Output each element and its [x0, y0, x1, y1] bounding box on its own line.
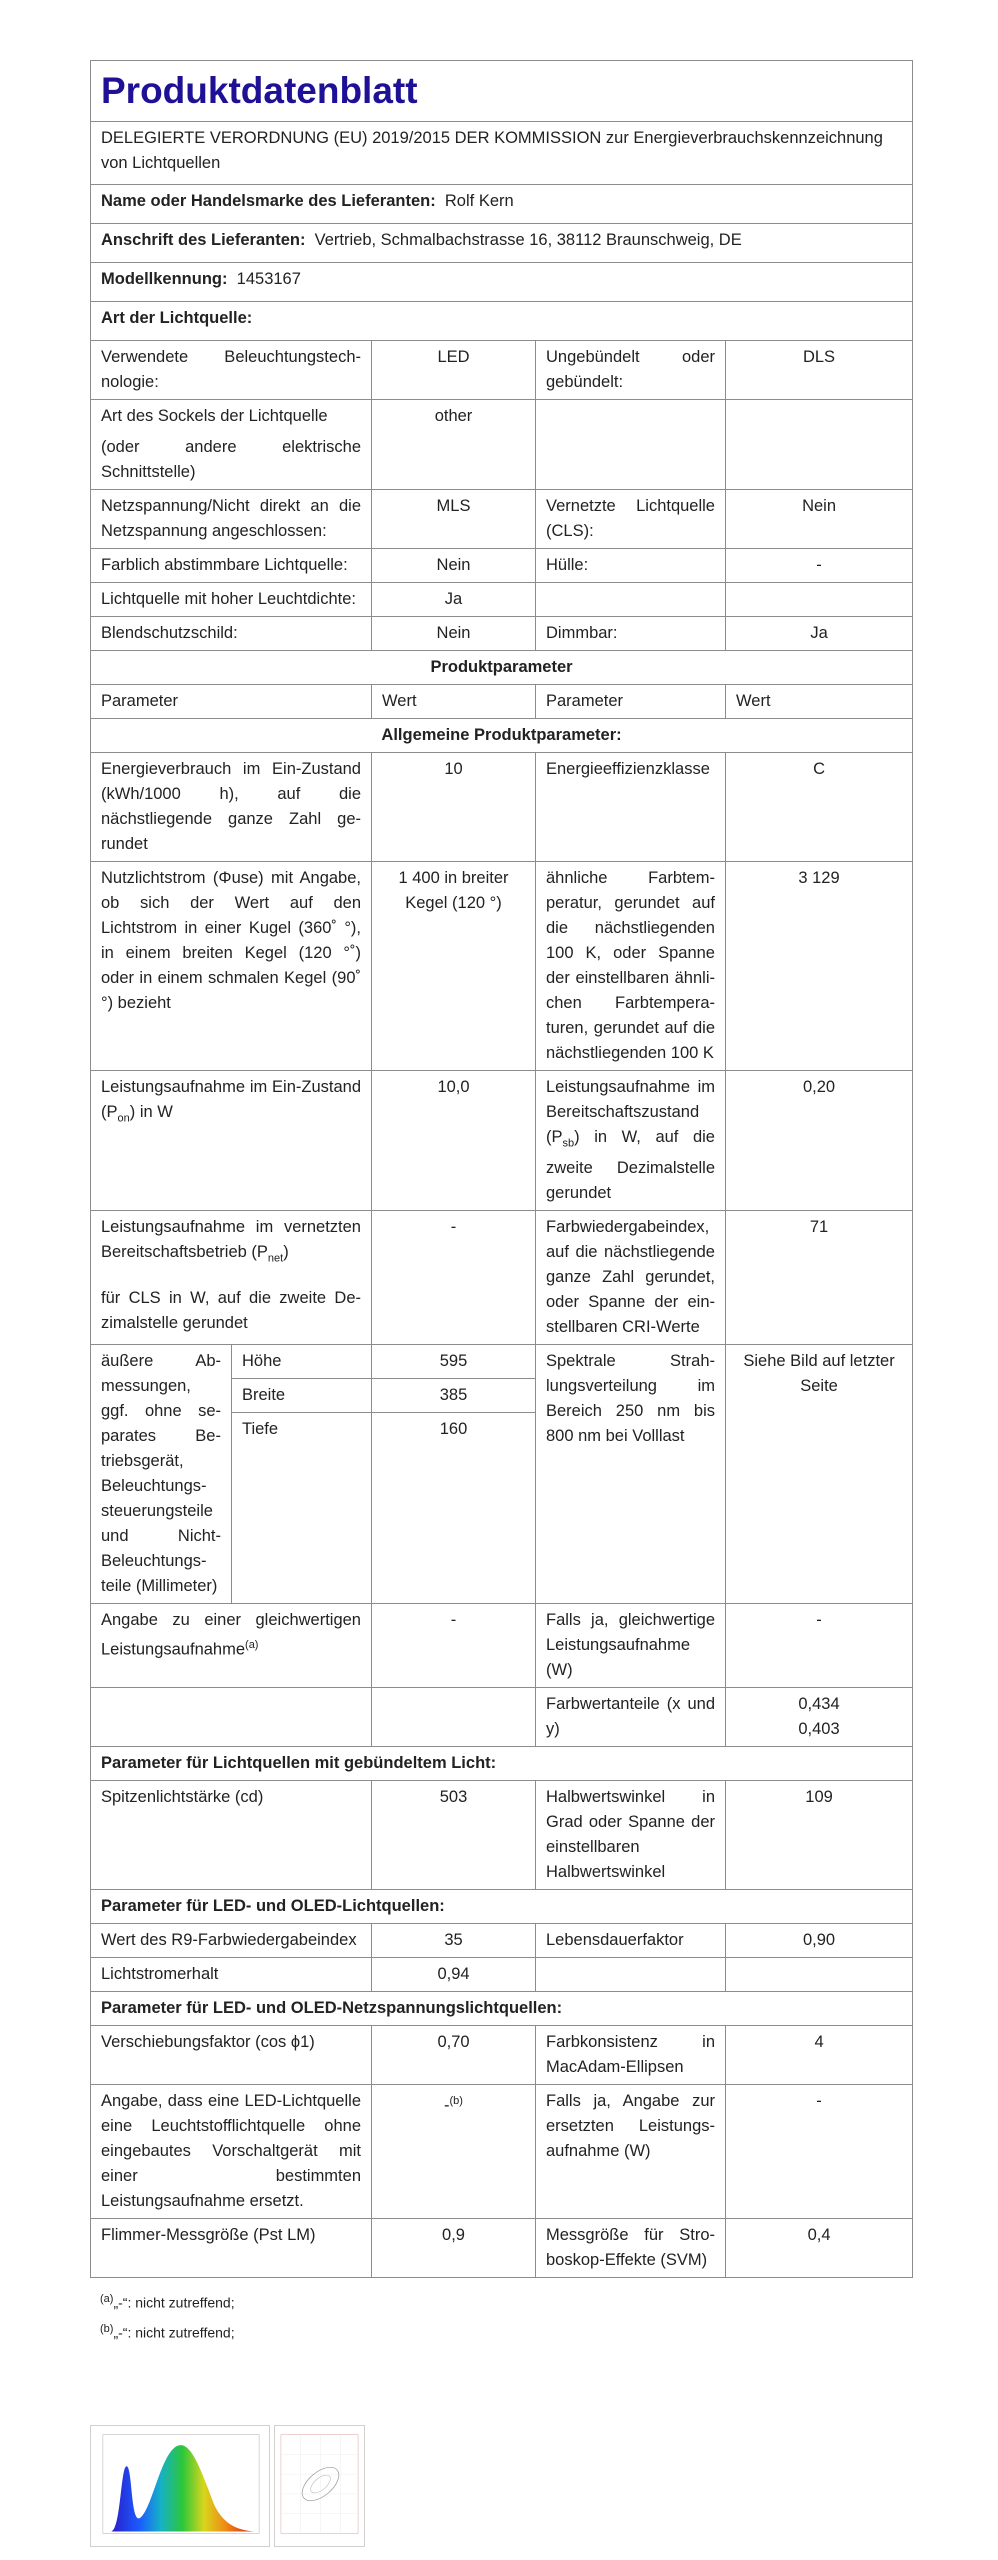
empty-cell [726, 400, 913, 490]
peak-intensity-label: Spitzenlichtstärke (cd) [91, 1781, 372, 1890]
empty-cell [536, 1958, 726, 1992]
energy-label: Energieverbrauch im Ein-Zustand (kWh/1000 h), auf die nächstliegende ganze Zahl gerundet [91, 753, 372, 862]
footnotes [90, 2286, 912, 2345]
mains-value: MLS [372, 490, 536, 549]
colour-consistency-value: 4 [726, 2026, 913, 2085]
lumen-maintenance-value: 0,94 [372, 1958, 536, 1992]
depth-label: Tiefe [232, 1413, 372, 1604]
equivalent-power-label: Angabe zu einer gleichwertigen Leistungsaufnahme$^{(a)}$ [91, 1604, 372, 1688]
col-header-parameter: Parameter [536, 685, 726, 719]
anti-glare-label: Blendschutzschild: [91, 617, 372, 651]
directional-heading: Parameter für Lichtquellen mit gebündeltem Licht: [91, 1747, 913, 1781]
address-row [91, 224, 913, 263]
general-params-heading: Allgemeine Produktparameter: [91, 719, 913, 753]
width-value: 385 [372, 1379, 536, 1413]
spectrum-label: Spektrale Strahlungsverteilung im Bereich 250 nm bis 800 nm bei Volllast [536, 1345, 726, 1604]
cap-type-cell [91, 400, 372, 490]
cap-type-note: (oder andere elektrische Schnittstelle) [101, 438, 361, 481]
led-heading: Parameter für LED- und OLED-Lichtquellen: [91, 1890, 913, 1924]
tunable-label: Farblich abstimmbare Lichtquelle: [91, 549, 372, 583]
footnote-a: $^{(a)}$„-“: nicht zutreffend; [100, 2293, 235, 2311]
spectrum-value: Siehe Bild auf letzter Seite [726, 1345, 913, 1604]
mains-label: Netzspannung/Nicht direkt an die Netzspannung angeschlossen: [91, 490, 372, 549]
efficiency-class-label: Energieeffizienzklasse [536, 753, 726, 862]
psb-label: Leistungsaufnahme im Bereitschaftszustand $(P_{sb})$ in W, auf die zweite Dezimalstelle gerundet [536, 1071, 726, 1211]
datasheet-table [90, 60, 913, 2278]
model-value: 1453167 [236, 270, 301, 288]
dimensions-label: äußere Abmessungen, ggf. ohne separates Betriebsgerät, Beleuchtungssteuerungsteile und Nicht-Beleuchtungsteile (Millimeter) [91, 1345, 232, 1604]
flux-value: 1 400 in breiter Kegel (120 °) [372, 862, 536, 1071]
mains-heading: Parameter für LED- und OLED-Netzspannungslichtquellen: [91, 1992, 913, 2026]
cri-label: Farbwiedergabeindex, auf die nächstliegende ganze Zahl gerundet, oder Spanne der einstellbaren CRI-Werte [536, 1211, 726, 1345]
dimmable-value: Ja [726, 617, 913, 651]
displacement-factor-label: Verschiebungsfaktor (cos ϕ1) [91, 2026, 372, 2085]
pon-label: Leistungsaufnahme im Ein-Zustand $(P_{on})$ in W [91, 1071, 372, 1211]
pon-value: 10,0 [372, 1071, 536, 1211]
pnet-value: - [372, 1211, 536, 1345]
regulation-subtitle: DELEGIERTE VERORDNUNG (EU) 2019/2015 DER KOMMISSION zur Energieverbrauchskennzeichnung von Lichtquellen [91, 122, 913, 185]
equivalent-power2-label: Falls ja, gleichwertige Leistungsaufnahme (W) [536, 1604, 726, 1688]
product-params-heading: Produktparameter [91, 651, 913, 685]
chromaticity-image [274, 2425, 365, 2547]
width-label: Breite [232, 1379, 372, 1413]
tunable-value: Nein [372, 549, 536, 583]
cri-value: 71 [726, 1211, 913, 1345]
connected-value: Nein [726, 490, 913, 549]
colour-consistency-label: Farbkonsistenz in MacAdam-Ellipsen [536, 2026, 726, 2085]
model-row [91, 263, 913, 302]
envelope-label: Hülle: [536, 549, 726, 583]
flicker-value: 0,9 [372, 2219, 536, 2278]
supplier-row [91, 185, 913, 224]
flicker-label: Flimmer-Messgröße (Pst LM) [91, 2219, 372, 2278]
empty-cell [726, 1958, 913, 1992]
cct-value: 3 129 [726, 862, 913, 1071]
supplier-value: Rolf Kern [444, 192, 514, 210]
cct-label: ähnliche Farbtemperatur, gerundet auf die nächstliegenden 100 K, oder Spanne der einstellbaren ähnlichen Farbtemperaturen, gerundet auf die nächstliegenden 100 K [536, 862, 726, 1071]
envelope-value: - [726, 549, 913, 583]
footnote-b: $^{(b)}$„-“: nicht zutreffend; [100, 2322, 235, 2341]
page-title: Produktdatenblatt [91, 61, 913, 122]
replacement-label: Angabe, dass eine LED-Lichtquelle eine Leuchtstofflichtquelle ohne eingebautes Vorschaltgerät mit einer bestimmten Leistungsaufnahme ersetzt. [91, 2085, 372, 2219]
replaced-power-label: Falls ja, Angabe zur ersetzten Leistungsaufnahme (W) [536, 2085, 726, 2219]
depth-value: 160 [372, 1413, 536, 1604]
lightsource-type-heading: Art der Lichtquelle: [91, 302, 913, 341]
high-luminance-value: Ja [372, 583, 536, 617]
energy-value: 10 [372, 753, 536, 862]
r9-label: Wert des R9-Farbwiedergabeindex [91, 1924, 372, 1958]
col-header-value: Wert [372, 685, 536, 719]
cap-type-label: Art des Sockels der Lichtquelle [101, 407, 328, 425]
empty-cell [536, 400, 726, 490]
survival-factor-value: 0,90 [726, 1924, 913, 1958]
pnet-label: Leistungsaufnahme im vernetzten Bereitschaftsbetrieb $(P_{net})$ für CLS in W, auf die zweite Dezimalstelle gerundet [91, 1211, 372, 1345]
equivalent-power2-value: - [726, 1604, 913, 1688]
technology-label: Verwendete Beleuchtungstechnologie: [91, 341, 372, 400]
survival-factor-label: Lebensdauerfaktor [536, 1924, 726, 1958]
address-label: Anschrift des Lieferanten: [101, 231, 306, 249]
displacement-factor-value: 0,70 [372, 2026, 536, 2085]
empty-cell [372, 1688, 536, 1747]
beam-angle-label: Halbwertswinkel in Grad oder Spanne der einstellbaren Halbwertswinkel [536, 1781, 726, 1890]
replacement-value: -$^{(b)}$ [372, 2085, 536, 2219]
model-label: Modellkennung: [101, 270, 228, 288]
directional-type-label: Ungebündelt oder gebündelt: [536, 341, 726, 400]
lumen-maintenance-label: Lichtstromerhalt [91, 1958, 372, 1992]
empty-cell [91, 1688, 372, 1747]
r9-value: 35 [372, 1924, 536, 1958]
stroboscopic-label: Messgröße für Stroboskop-Effekte (SVM) [536, 2219, 726, 2278]
chromaticity-label: Farbwertanteile (x und y) [536, 1688, 726, 1747]
supplier-label: Name oder Handelsmarke des Lieferanten: [101, 192, 436, 210]
height-label: Höhe [232, 1345, 372, 1379]
datasheet [90, 60, 912, 2346]
empty-cell [536, 583, 726, 617]
col-header-parameter: Parameter [91, 685, 372, 719]
spectrum-image [90, 2425, 270, 2547]
high-luminance-label: Lichtquelle mit hoher Leuchtdichte: [91, 583, 372, 617]
spectrum-thumbnails [90, 2425, 365, 2547]
cap-type-value: other [372, 400, 536, 490]
empty-cell [726, 583, 913, 617]
beam-angle-value: 109 [726, 1781, 913, 1890]
directional-type-value: DLS [726, 341, 913, 400]
connected-label: Vernetzte Lichtquelle (CLS): [536, 490, 726, 549]
dimmable-label: Dimmbar: [536, 617, 726, 651]
replaced-power-value: - [726, 2085, 913, 2219]
technology-value: LED [372, 341, 536, 400]
height-value: 595 [372, 1345, 536, 1379]
peak-intensity-value: 503 [372, 1781, 536, 1890]
col-header-value: Wert [726, 685, 913, 719]
address-value: Vertrieb, Schmalbachstrasse 16, 38112 Braunschweig, DE [314, 231, 742, 249]
efficiency-class-value: C [726, 753, 913, 862]
anti-glare-value: Nein [372, 617, 536, 651]
psb-value: 0,20 [726, 1071, 913, 1211]
equivalent-power-value: - [372, 1604, 536, 1688]
chromaticity-value: 0,434 0,403 [726, 1688, 913, 1747]
flux-label: Nutzlichtstrom (Φuse) mit Angabe, ob sich der Wert auf den Lichtstrom in einer Kugel (360˚ °), in einem breiten Kegel (120 °˚) oder in einem schmalen Kegel (90˚ °) bezieht [91, 862, 372, 1071]
stroboscopic-value: 0,4 [726, 2219, 913, 2278]
